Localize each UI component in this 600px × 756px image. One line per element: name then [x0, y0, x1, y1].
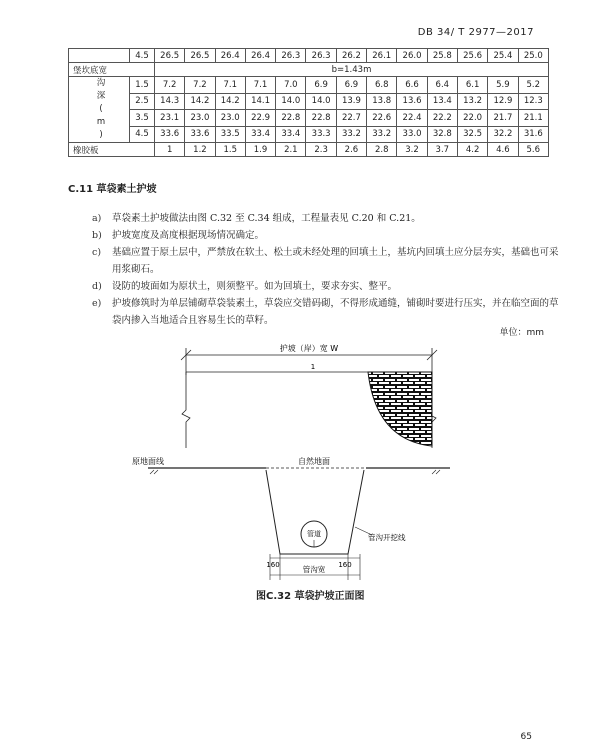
table-cell: 22.8	[276, 110, 306, 127]
table-cell: 33.5	[215, 126, 245, 143]
table-cell: 33.4	[245, 126, 275, 143]
table-cell: 14.2	[215, 93, 245, 110]
list-text: 草袋素土护坡做法由图 C.32 至 C.34 组成，工程量表见 C.20 和 C.21。	[112, 213, 421, 224]
table-cell: 1.5	[130, 77, 155, 94]
table-cell: 33.2	[336, 126, 366, 143]
list-marker: e)	[92, 298, 102, 309]
table-cell: 31.6	[518, 126, 548, 143]
table-cell: 6.9	[306, 77, 336, 94]
table-cell: 25.4	[488, 49, 518, 63]
table-cell: 5.9	[488, 77, 518, 94]
list-text: 护坡宽度及高度根据现场情况确定。	[112, 230, 265, 241]
list-marker: c)	[92, 247, 102, 258]
table-cell: 26.5	[155, 49, 185, 63]
table-cell: 1.5	[215, 143, 245, 157]
table-cell: 26.3	[306, 49, 336, 63]
table-cell: 12.3	[518, 93, 548, 110]
table-cell: 26.5	[185, 49, 215, 63]
grass-bag-fill	[368, 372, 432, 446]
table-cell: 2.8	[367, 143, 397, 157]
table-cell: 6.4	[427, 77, 457, 94]
table-cell: 14.3	[155, 93, 185, 110]
table-cell: 2.6	[336, 143, 366, 157]
ground-line-label: 原地面线	[132, 457, 164, 466]
list-text: 护坡修筑时为单层铺砌草袋装素土，草袋应交错码砌，不得形成通缝，铺砌时要进行压实，并在临空面的草袋内掺入当地适合且容易生长的草籽。	[112, 298, 559, 326]
document-code: DB 34/ T 2977—2017	[417, 27, 534, 38]
pipe-label: 管道	[307, 530, 321, 538]
table-cell: 22.2	[427, 110, 457, 127]
table-cell: 6.6	[397, 77, 427, 94]
table-cell: 14.0	[276, 93, 306, 110]
section-title: C.11 草袋素土护坡	[68, 184, 157, 195]
table-cell: 1	[155, 143, 185, 157]
table-cell: 5.6	[518, 143, 548, 157]
table-cell: 4.5	[130, 126, 155, 143]
table-cell: 26.1	[367, 49, 397, 63]
break-line-left	[182, 372, 190, 448]
table-cell: 6.1	[457, 77, 487, 94]
dim-right-label: 160	[338, 561, 352, 569]
trench-line-label: 管沟开挖线	[368, 533, 406, 542]
table-cell: 33.0	[397, 126, 427, 143]
table-cell: 4.6	[488, 143, 518, 157]
table-cell: 7.2	[185, 77, 215, 94]
dim-left-label: 160	[266, 561, 280, 569]
table-cell: 25.6	[457, 49, 487, 63]
trench-outline	[266, 470, 364, 554]
natural-ground-label: 自然地面	[298, 457, 330, 466]
table-cell: 33.6	[185, 126, 215, 143]
table-cell: 3.5	[130, 110, 155, 127]
table-cell: 沟 深 ( m )	[69, 77, 130, 143]
list-marker: b)	[92, 230, 102, 241]
table-cell: 25.8	[427, 49, 457, 63]
table-cell: 12.9	[488, 93, 518, 110]
table-cell: 25.0	[518, 49, 548, 63]
table-cell: 14.1	[245, 93, 275, 110]
table-cell: 7.0	[276, 77, 306, 94]
table-cell: 21.7	[488, 110, 518, 127]
table-cell: 33.6	[155, 126, 185, 143]
table-cell: 堡坎底宽	[69, 63, 155, 77]
table-cell: 23.0	[185, 110, 215, 127]
unit-label: 单位：mm	[499, 328, 544, 338]
table-cell: 32.2	[488, 126, 518, 143]
table-cell: 13.9	[336, 93, 366, 110]
table-cell: 33.4	[276, 126, 306, 143]
table-cell: 14.0	[306, 93, 336, 110]
table-cell: 1.9	[245, 143, 275, 157]
table-cell: 22.9	[245, 110, 275, 127]
table-cell: 13.6	[397, 93, 427, 110]
table-cell: 7.1	[245, 77, 275, 94]
table-cell: 2.3	[306, 143, 336, 157]
table-cell: 6.8	[367, 77, 397, 94]
table-cell: 13.2	[457, 93, 487, 110]
table-cell: 22.6	[367, 110, 397, 127]
table-cell: 橡胶板	[69, 143, 155, 157]
table-cell: 2.1	[276, 143, 306, 157]
width-label: 护坡（岸）宽 W	[279, 344, 339, 353]
list-marker: a)	[92, 213, 102, 224]
table-cell: 7.1	[215, 77, 245, 94]
table-cell: 26.3	[276, 49, 306, 63]
list-text: 设防的坡面如为原状土，则须整平。如为回填土，要求夯实、整平。	[112, 281, 398, 292]
table-cell: 23.1	[155, 110, 185, 127]
section-marker: 1	[310, 363, 316, 371]
table-cell: 26.4	[215, 49, 245, 63]
table-cell: 32.8	[427, 126, 457, 143]
table-cell: 3.7	[427, 143, 457, 157]
list-marker: d)	[92, 281, 102, 292]
table-cell: b=1.43m	[155, 63, 549, 77]
table-cell: 2.5	[130, 93, 155, 110]
table-cell: 33.2	[367, 126, 397, 143]
table-cell: 22.4	[397, 110, 427, 127]
figure-caption: 图C.32 草袋护坡正面图	[256, 591, 365, 602]
table-cell: 32.5	[457, 126, 487, 143]
table-cell: 7.2	[155, 77, 185, 94]
table-cell: 26.0	[397, 49, 427, 63]
table-cell: 22.7	[336, 110, 366, 127]
table-cell: 6.9	[336, 77, 366, 94]
table-cell: 22.8	[306, 110, 336, 127]
table-cell: 13.8	[367, 93, 397, 110]
table-cell: 3.2	[397, 143, 427, 157]
trench-width-label: 管沟宽	[302, 565, 326, 574]
list-text: 基础应置于原土层中，严禁放在软土、松土或未经处理的回填土上，基坑内回填土应分层夯实，基础也可采用浆砌石。	[112, 247, 559, 275]
table-cell: 14.2	[185, 93, 215, 110]
table-cell: 1.2	[185, 143, 215, 157]
table-cell: 26.4	[245, 49, 275, 63]
table-cell: 23.0	[215, 110, 245, 127]
table-cell: 13.4	[427, 93, 457, 110]
table-cell: 5.2	[518, 77, 548, 94]
table-cell: 22.0	[457, 110, 487, 127]
table-cell: 33.3	[306, 126, 336, 143]
table-cell: 4.5	[130, 49, 155, 63]
table-cell: 4.2	[457, 143, 487, 157]
table-cell: 21.1	[518, 110, 548, 127]
page-number: 65	[520, 732, 532, 742]
table-cell: 26.2	[336, 49, 366, 63]
